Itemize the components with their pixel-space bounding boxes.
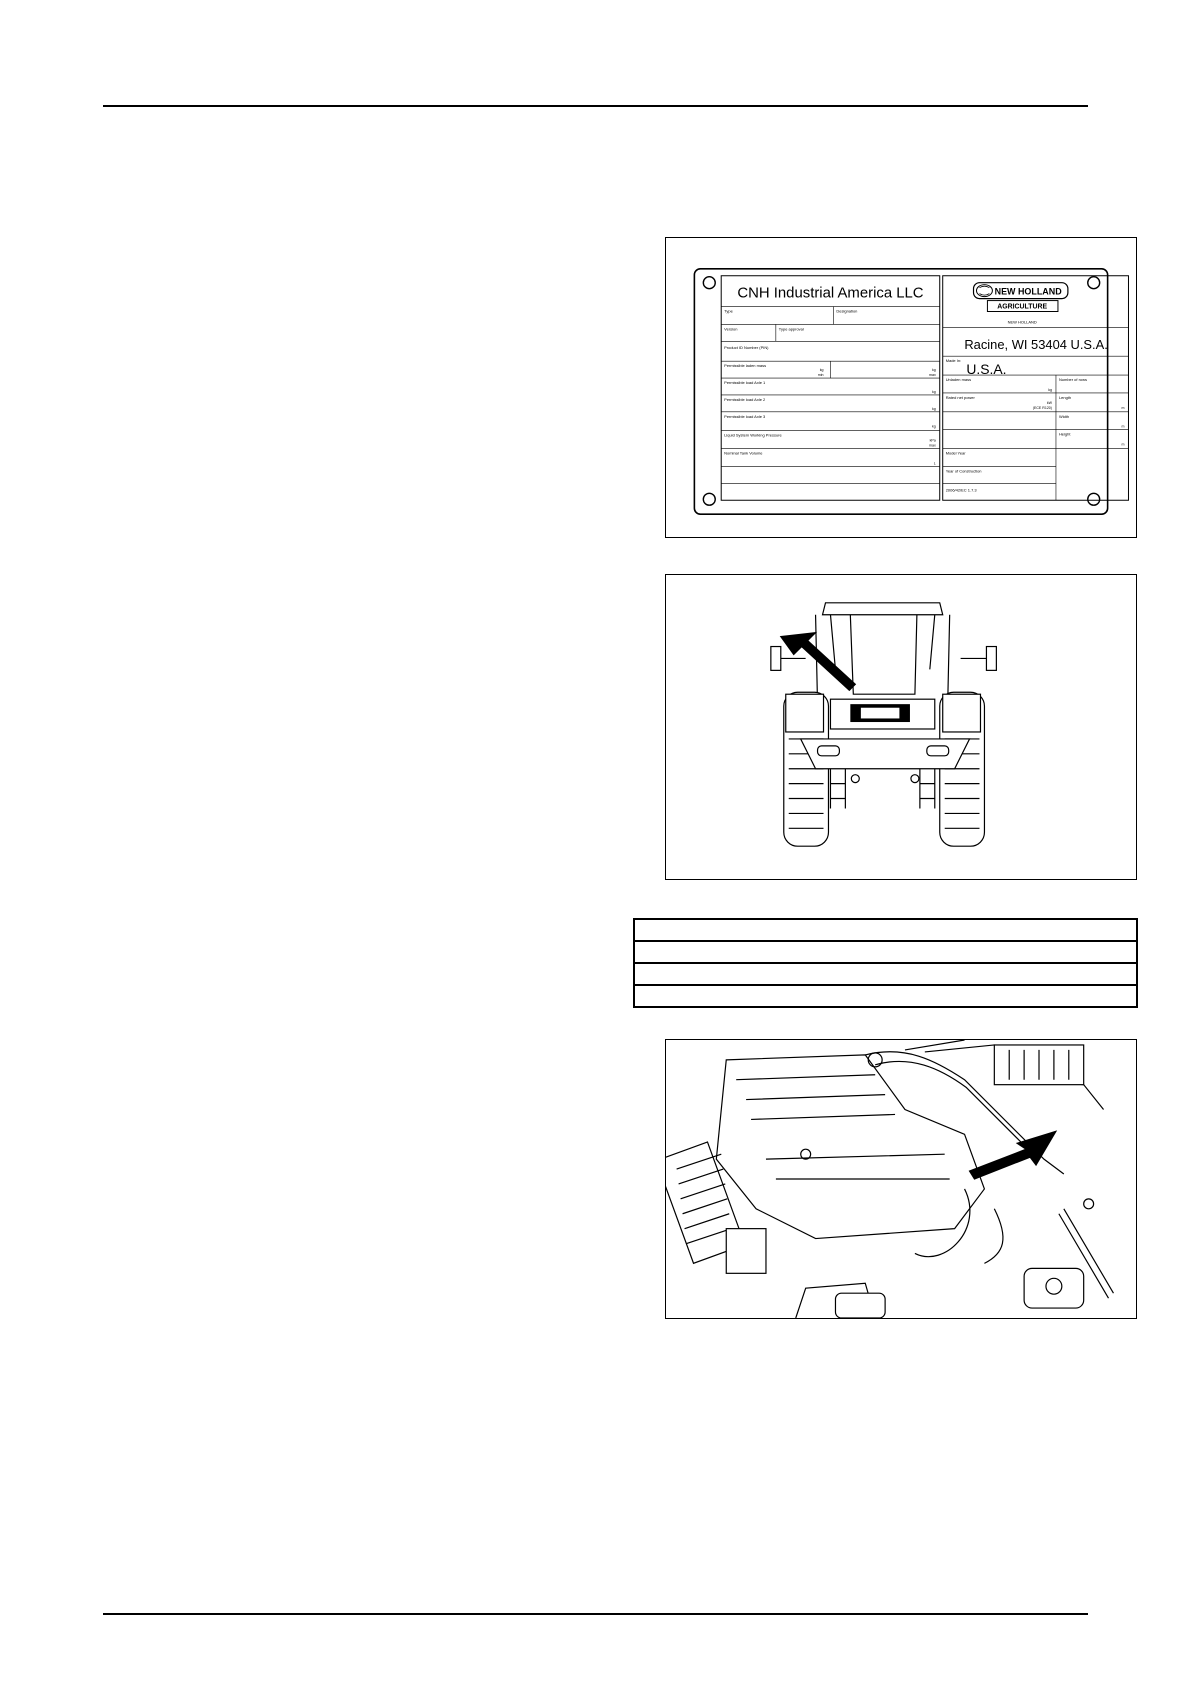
- unit-m-length: m: [1121, 405, 1125, 410]
- field-year-construction: Year of Construction: [945, 468, 982, 474]
- field-pressure: Liquid System Working Pressure: [724, 432, 782, 438]
- unit-m-height: m: [1121, 442, 1125, 447]
- field-model-year: Model Year: [945, 450, 966, 456]
- new-holland-logo: [974, 283, 1068, 312]
- field-axle2: Permissible load Axle 2: [724, 396, 766, 402]
- table-row: [634, 941, 1137, 963]
- unit-kg-unladen: kg: [1048, 387, 1052, 392]
- unit-kg-min: kg: [819, 368, 824, 373]
- field-rows: Number of rows: [1058, 377, 1087, 383]
- unit-m-width: m: [1121, 424, 1125, 429]
- unit-litre: L: [933, 461, 936, 466]
- field-made-in: Made In:: [945, 358, 962, 364]
- header-rule: [103, 105, 1088, 107]
- plate-brand-small: NEW HOLLAND: [1007, 319, 1037, 325]
- field-pin: Product ID Number (PIN): [724, 345, 769, 351]
- unit-min: min: [817, 373, 824, 378]
- table-row: [634, 963, 1137, 985]
- field-height: Height: [1058, 431, 1071, 437]
- field-type-approval: Type approval: [778, 326, 804, 332]
- field-version: Version: [724, 326, 738, 332]
- footer-rule: [103, 1613, 1088, 1615]
- unit-kg-max: kg: [932, 368, 936, 373]
- identification-plate-figure: [665, 237, 1137, 538]
- location-arrow-icon: [781, 633, 856, 691]
- field-rated-power: Rated net power: [945, 394, 975, 400]
- unit-max-pressure: max: [929, 443, 936, 448]
- unit-kpa: kPa: [929, 438, 936, 443]
- frame-detail-figure: [665, 1039, 1137, 1319]
- svg-text:NEW HOLLAND: NEW HOLLAND: [994, 286, 1062, 297]
- unit-max: max: [929, 373, 936, 378]
- field-designation: Designation: [836, 308, 858, 314]
- field-tank: Nominal Tank Volume: [724, 450, 763, 456]
- plate-address: Racine, WI 53404 U.S.A.: [964, 337, 1108, 353]
- svg-text:AGRICULTURE: AGRICULTURE: [997, 303, 1048, 311]
- location-arrow-icon: [970, 1131, 1056, 1179]
- unit-ece: (ECE R120): [1032, 405, 1052, 410]
- unit-kg-axle3: kg: [932, 424, 936, 429]
- field-width: Width: [1058, 413, 1070, 419]
- field-laden-mass: Permissible laden mass: [724, 363, 767, 369]
- unit-kw: kW: [1046, 400, 1052, 405]
- table-row: [634, 919, 1137, 941]
- plate-made-in-value: U.S.A.: [966, 361, 1007, 378]
- machine-rear-view-figure: [665, 574, 1137, 880]
- table-row: [634, 985, 1137, 1007]
- field-unladen-mass: Unladen mass: [945, 377, 972, 383]
- field-length: Length: [1058, 394, 1072, 400]
- plate-company: CNH Industrial America LLC: [737, 285, 924, 302]
- field-axle3: Permissible load Axle 3: [724, 413, 766, 419]
- field-axle1: Permissible load Axle 1: [724, 380, 766, 386]
- field-directive: 2006/42/EC 1.7.3: [945, 487, 977, 493]
- field-type: Type: [724, 308, 733, 314]
- blank-table: [633, 918, 1138, 1008]
- unit-kg-axle1: kg: [932, 389, 936, 394]
- unit-kg-axle2: kg: [932, 406, 936, 411]
